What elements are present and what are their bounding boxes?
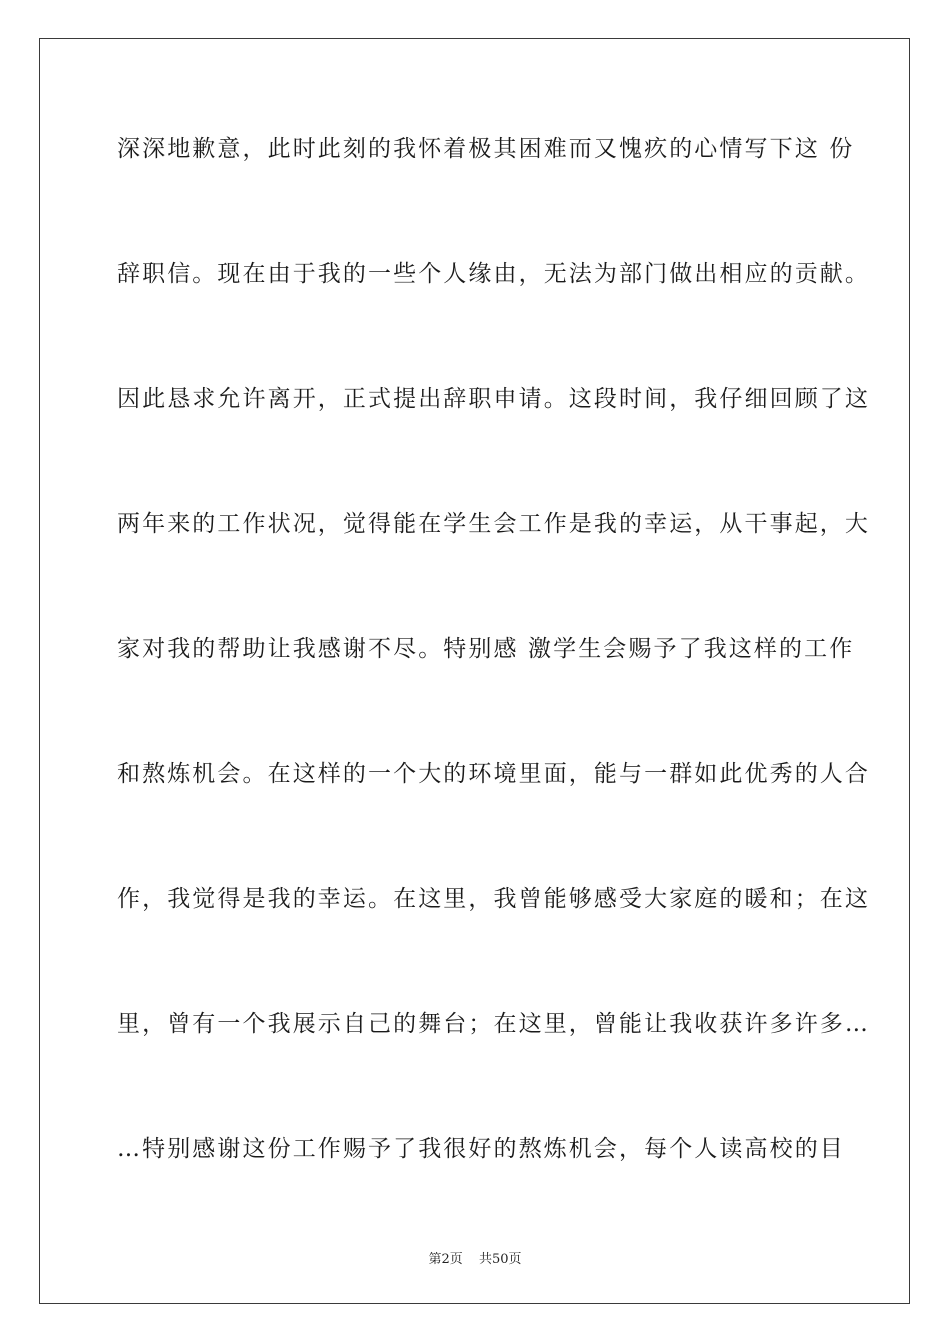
- text-line: 里，曾有一个我展示自己的舞台；在这里，曾能让我收获许多许多…: [117, 1011, 870, 1037]
- text-line: 家对我的帮助让我感谢不尽。特别感 激学生会赐予了我这样的工作: [117, 636, 855, 662]
- text-line: 深深地歉意，此时此刻的我怀着极其困难而又愧疚的心情写下这 份: [117, 136, 855, 162]
- text-line: 作，我觉得是我的幸运。在这里，我曾能够感受大家庭的暖和；在这: [117, 886, 870, 912]
- document-body: [117, 124, 870, 1249]
- current-page-number: 第2页: [428, 1252, 463, 1267]
- text-line: 因此恳求允许离开，正式提出辞职申请。这段时间，我仔细回顾了这: [117, 386, 870, 412]
- text-line: 辞职信。现在由于我的一些个人缘由，无法为部门做出相应的贡献。: [117, 261, 870, 287]
- text-line: 两年来的工作状况，觉得能在学生会工作是我的幸运，从干事起，大: [117, 511, 870, 537]
- page-footer: [0, 1248, 950, 1267]
- total-page-count: 共50页: [478, 1252, 522, 1267]
- text-line: …特别感谢这份工作赐予了我很好的熬炼机会，每个人读高校的目: [117, 1136, 845, 1162]
- text-line: 和熬炼机会。在这样的一个大的环境里面，能与一群如此优秀的人合: [117, 761, 870, 787]
